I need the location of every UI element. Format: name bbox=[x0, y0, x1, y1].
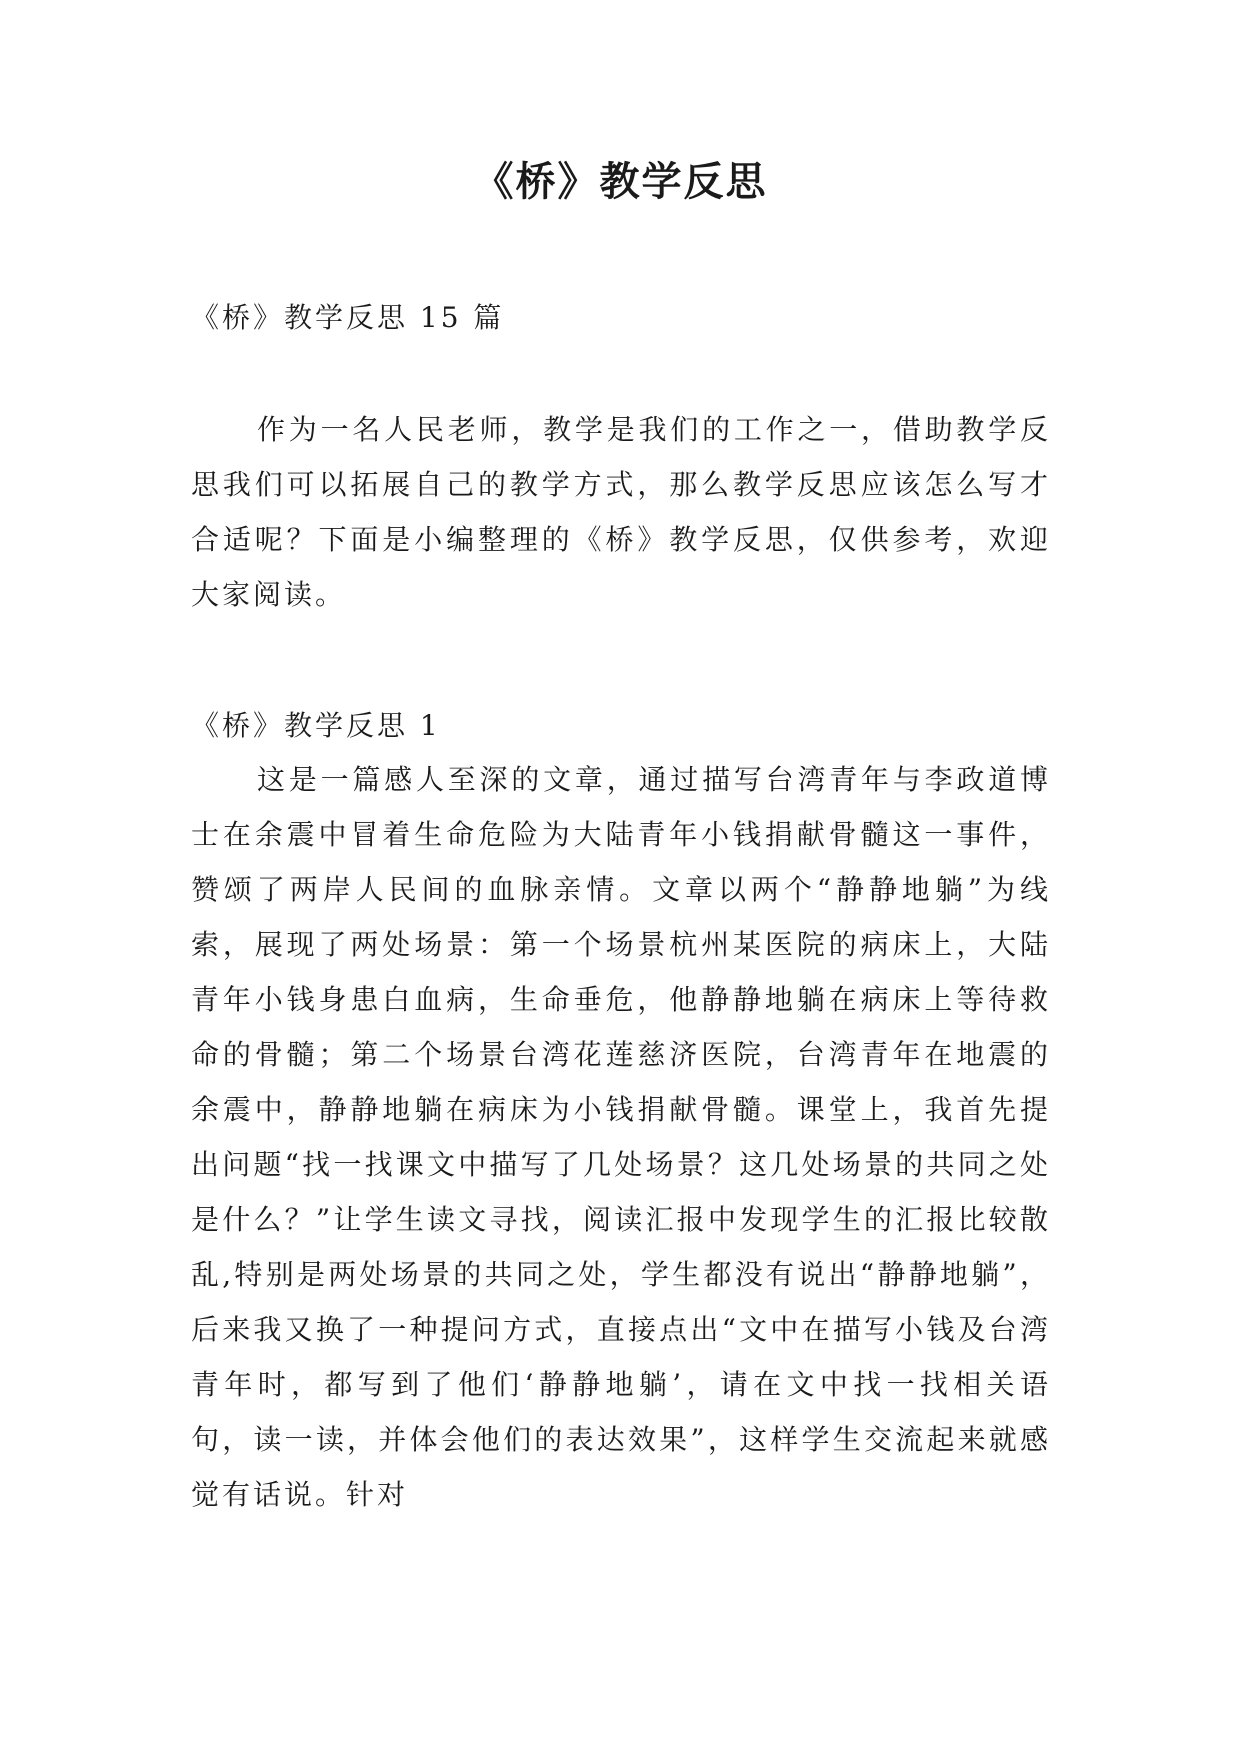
intro-paragraph: 作为一名人民老师，教学是我们的工作之一，借助教学反思我们可以拓展自己的教学方式，那么教学反思应该怎么写才合适呢？下面是小编整理的《桥》教学反思，仅供参考，欢迎大家阅读。 bbox=[191, 413, 1051, 611]
section-paragraph: 这是一篇感人至深的文章，通过描写台湾青年与李政道博士在余震中冒着生命危险为大陆青年小钱捐献骨髓这一事件，赞颂了两岸人民间的血脉亲情。文章以两个“静静地躺”为线索，展现了两处场景：第一个场景杭州某医院的病床上，大陆青年小钱身患白血病，生命垂危，他静静地躺在病床上等待救命的骨髓；第二个场景台湾花莲慈济医院，台湾青年在地震的余震中，静静地躺在病床为小钱捐献骨髓。课堂上，我首先提出问题“找一找课文中描写了几处场景？这几处场景的共同之处是什么？”让学生读文寻找，阅读汇报中发现学生的汇报比较散乱,特别是两处场景的共同之处，学生都没有说出“静静地躺”，后来我又换了一种提问方式，直接点出“文中在描写小钱及台湾青年时，都写到了他们‘静静地躺’，请在文中找一找相关语句，读一读，并体会他们的表达效果”，这样学生交流起来就感觉有话说。针对 bbox=[191, 763, 1051, 1511]
document-subtitle: 《桥》教学反思 15 篇 bbox=[191, 301, 505, 334]
section-heading: 《桥》教学反思 1 bbox=[191, 709, 441, 742]
document-title: 《桥》教学反思 bbox=[473, 158, 768, 205]
